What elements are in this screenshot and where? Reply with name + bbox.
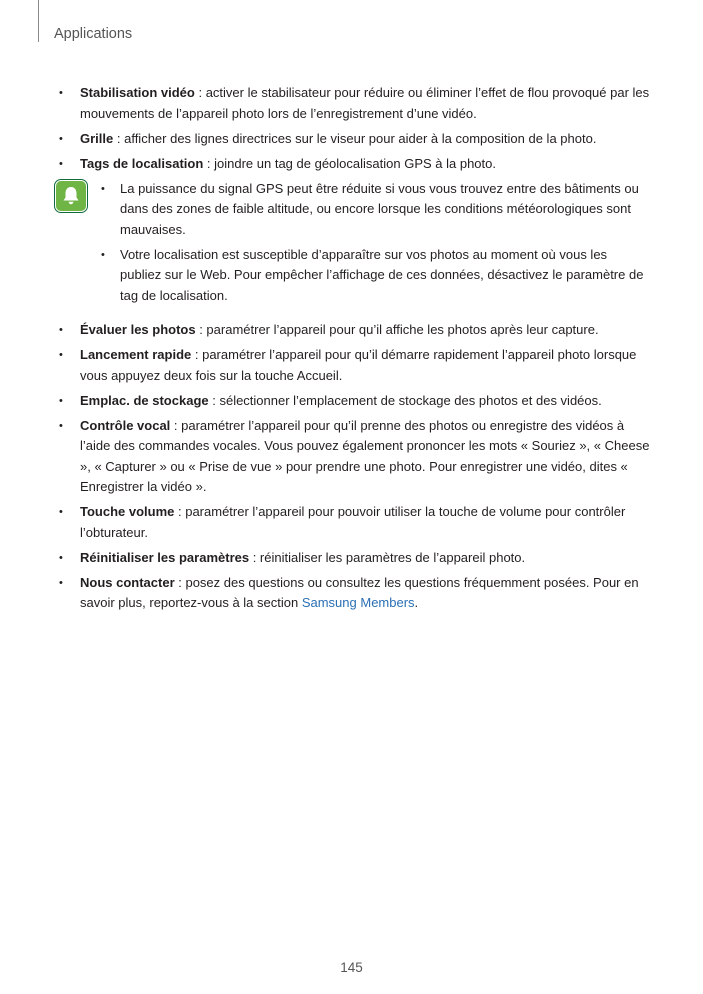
item-text: : paramétrer l’appareil pour qu’il démarre rapidement l’appareil photo lorsque vous appuyez deux fois sur la touche Accueil. <box>80 347 637 383</box>
bullet-icon: • <box>59 132 63 145</box>
bell-icon <box>56 181 86 211</box>
item-text: : paramétrer l’appareil pour pouvoir utiliser la touche de volume pour contrôler l’obturateur. <box>80 504 626 540</box>
list-item <box>58 83 650 124</box>
note-item <box>101 245 650 307</box>
samsung-members-link[interactable]: Samsung Members <box>301 595 415 610</box>
list-item <box>58 129 650 150</box>
item-term: Réinitialiser les paramètres <box>80 549 250 565</box>
item-term: Emplac. de stockage <box>80 392 209 408</box>
item-term: Lancement rapide <box>80 347 192 362</box>
item-text: : posez des questions ou consultez les questions fréquemment posées. Pour en savoir plus, reportez-vous à la section <box>80 574 639 610</box>
section-header: Applications <box>54 26 133 42</box>
note-text: Votre localisation est susceptible d’apparaître sur vos photos au moment où vous les publiez sur le Web. Pour empêcher l’affichage de ces données, désactivez le paramètre de tag de localisation. <box>120 246 644 303</box>
page-number: 145 <box>340 960 363 975</box>
settings-list-1 <box>58 83 650 174</box>
note-box <box>58 179 650 307</box>
bullet-icon: • <box>59 506 63 518</box>
note-item <box>101 179 650 241</box>
bullet-icon: • <box>101 182 105 195</box>
item-text: : sélectionner l’emplacement de stockage des photos et des vidéos. <box>208 392 602 408</box>
bullet-icon: • <box>59 394 63 407</box>
bullet-icon: • <box>101 248 105 261</box>
bullet-icon: • <box>59 349 63 361</box>
item-term: Contrôle vocal <box>80 417 171 433</box>
bell-icon-glyph <box>61 185 81 206</box>
bullet-icon: • <box>59 87 63 99</box>
list-item <box>58 416 650 498</box>
item-term: Nous contacter <box>80 574 175 590</box>
bullet-icon: • <box>59 157 63 170</box>
item-text: : joindre un tag de géolocalisation GPS à la photo. <box>203 155 496 171</box>
page-content <box>58 83 650 618</box>
note-text: La puissance du signal GPS peut être réduite si vous vous trouvez entre des bâtiments ou dans des zones de faible altitude, ou encore lorsque les conditions météorologiques sont mauvaises. <box>120 180 639 237</box>
item-term: Stabilisation vidéo <box>80 85 195 100</box>
list-item <box>58 391 650 412</box>
bullet-icon: • <box>59 576 63 589</box>
item-term: Tags de localisation <box>80 155 204 171</box>
list-item <box>58 502 650 543</box>
bullet-icon: • <box>59 324 63 336</box>
list-item <box>58 320 650 341</box>
bullet-icon: • <box>59 419 63 432</box>
item-term: Touche volume <box>80 504 175 519</box>
item-term: Évaluer les photos <box>80 322 196 337</box>
list-item <box>58 154 650 175</box>
bullet-icon: • <box>59 551 63 564</box>
item-term: Grille <box>80 130 114 146</box>
item-text: : paramétrer l’appareil pour qu’il affiche les photos après leur capture. <box>195 322 599 337</box>
list-item <box>58 573 650 614</box>
note-icon-frame <box>54 179 88 213</box>
margin-rule <box>38 0 39 42</box>
list-item <box>58 345 650 386</box>
item-text: : afficher des lignes directrices sur le viseur pour aider à la composition de la photo. <box>113 130 597 146</box>
item-text: : activer le stabilisateur pour réduire ou éliminer l’effet de flou provoqué par les mouvements de l’appareil photo lors de l’enregistrement d’une vidéo. <box>80 85 650 121</box>
settings-list-2 <box>58 320 650 614</box>
item-text-end: . <box>414 595 419 610</box>
item-text: : paramétrer l’appareil pour qu’il prenne des photos ou enregistre des vidéos à l’aide des commandes vocales. Vous pouvez également prononcer les mots « Souriez », « Cheese », « Capturer » ou « Prise de vue » pour prendre une photo. Pour enregistrer une vidéo, dites « Enregistrer la vidéo ». <box>80 417 650 494</box>
item-text: : réinitialiser les paramètres de l’appareil photo. <box>249 549 526 565</box>
list-item <box>58 548 650 569</box>
